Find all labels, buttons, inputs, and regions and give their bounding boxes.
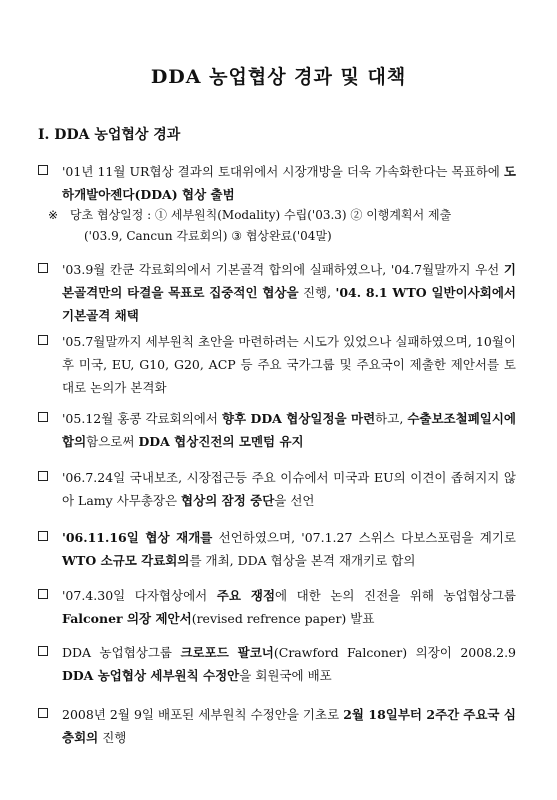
document-title: DDA 농업협상 경과 및 대책 xyxy=(150,66,407,88)
item-text-part: 을 선언 xyxy=(274,493,315,508)
item-text xyxy=(62,703,516,749)
item-text-bold: DDA 협상진전의 모멘텀 유지 xyxy=(138,434,304,449)
item-text-bold: '06.11.16일 협상 재개를 xyxy=(62,530,213,545)
checkbox-bullet-icon xyxy=(38,263,48,273)
item-text: '05.7월말까지 세부원칙 초안을 마련하려는 시도가 있었으나 실패하였으며, 10월이후 미국, EU, G10, G20, ACP 등 주요 국가그룹 및 주요국이 제출한 제안서를 토대로 논의가 본격화 xyxy=(62,334,516,395)
list-item xyxy=(38,526,516,572)
item-text-part: DDA 농업협상그룹 xyxy=(62,645,181,660)
item-text xyxy=(62,641,516,687)
item-text xyxy=(62,526,516,572)
schedule-note xyxy=(48,205,516,247)
item-text-bold: 2월 18일부터 2주간 xyxy=(343,707,460,722)
item-text-part: (revised refrence paper) 발표 xyxy=(191,611,375,626)
item-text-part: '03.9월 칸쿤 각료회의에서 기본골격 합의에 실패하였으나, '04.7월말까지 우선 xyxy=(62,262,504,277)
item-text xyxy=(62,258,516,327)
list-item xyxy=(38,160,516,206)
note-line-1: 당초 협상일정 : ① 세부원칙(Modality) 수립('03.3) ② 이행계획서 제출 xyxy=(70,208,452,222)
checkbox-bullet-icon xyxy=(38,471,48,481)
item-text-bold: 크로포드 팔코너 xyxy=(180,645,274,660)
checkbox-bullet-icon xyxy=(38,589,48,599)
list-item xyxy=(38,407,516,453)
item-text-bold: DDA 농업협상 세부원칙 수정안 xyxy=(62,668,240,683)
list-item xyxy=(38,330,516,399)
item-text xyxy=(62,407,516,453)
reference-mark-icon: ※ xyxy=(48,208,59,222)
item-text-bold: 주요 쟁점 xyxy=(216,588,276,603)
item-text-part: 를 개최, DDA 협상을 본격 재개키로 합의 xyxy=(189,553,416,568)
checkbox-bullet-icon xyxy=(38,646,48,656)
list-item xyxy=(38,466,516,512)
item-text-part: 함으로써 xyxy=(86,434,139,449)
item-text-part: 을 회원국에 배포 xyxy=(239,668,332,683)
item-text-part: 진행 xyxy=(98,730,127,745)
checkbox-bullet-icon xyxy=(38,531,48,541)
item-text xyxy=(62,160,516,206)
list-item xyxy=(38,703,516,749)
item-text-part: (Crawford Falconer) 의장이 2008.2.9 xyxy=(273,645,516,660)
list-item xyxy=(38,584,516,630)
item-text-bold: 향후 DDA 협상일정을 마련 xyxy=(221,411,376,426)
list-item xyxy=(38,258,516,327)
item-text-part: 에 대한 논의 진전을 위해 농업협상그룹 xyxy=(275,588,516,603)
note-line-2: ('03.9, Cancun 각료회의) ③ 협상완료('04말) xyxy=(84,229,332,243)
item-text-bold: 기본골격만의 타결을 목표로 집중적인 협상을 xyxy=(62,262,516,300)
item-text-part: 선언하였으며, '07.1.27 스위스 다보스포럼을 계기로 xyxy=(212,530,517,545)
item-text-bold: 수출보조철폐일시에 합의 xyxy=(62,411,516,449)
item-text-part: '06.7.24일 국내보조, 시장접근등 주요 이슈에서 미국과 EU의 이견이 좁혀지지 않아 Lamy 사무총장은 xyxy=(62,470,516,508)
item-text-bold: '04. 8.1 WTO 일반이사회에서 기본골격 채택 xyxy=(62,285,516,323)
item-text-bold: 주요국 심층회의 xyxy=(62,707,516,745)
item-text-bold: WTO 소규모 각료회의 xyxy=(62,553,190,568)
item-text-part: '07.4.30일 다자협상에서 xyxy=(62,588,217,603)
item-text-part: '01년 11월 UR협상 결과의 토대위에서 시장개방을 더욱 가속화한다는 목표하에 xyxy=(62,164,504,179)
item-text-part: 2008년 2월 9일 배포된 세부원칙 수정안을 기초로 xyxy=(62,707,344,722)
item-text xyxy=(62,584,516,630)
item-text-part: 진행, xyxy=(298,285,336,300)
section-heading: Ⅰ. DDA 농업협상 경과 xyxy=(38,127,181,143)
item-text-bold: 협상의 잠정 중단 xyxy=(181,493,275,508)
item-text xyxy=(62,466,516,512)
item-text-part: 하고, xyxy=(375,411,408,426)
checkbox-bullet-icon xyxy=(38,335,48,345)
item-text-bold: Falconer 의장 제안서 xyxy=(62,611,192,626)
checkbox-bullet-icon xyxy=(38,165,48,175)
checkbox-bullet-icon xyxy=(38,708,48,718)
item-text-part: '05.12월 홍콩 각료회의에서 xyxy=(62,411,222,426)
list-item xyxy=(38,641,516,687)
item-text-bold: 도하개발아젠다(DDA) 협상 출범 xyxy=(62,164,516,202)
checkbox-bullet-icon xyxy=(38,412,48,422)
